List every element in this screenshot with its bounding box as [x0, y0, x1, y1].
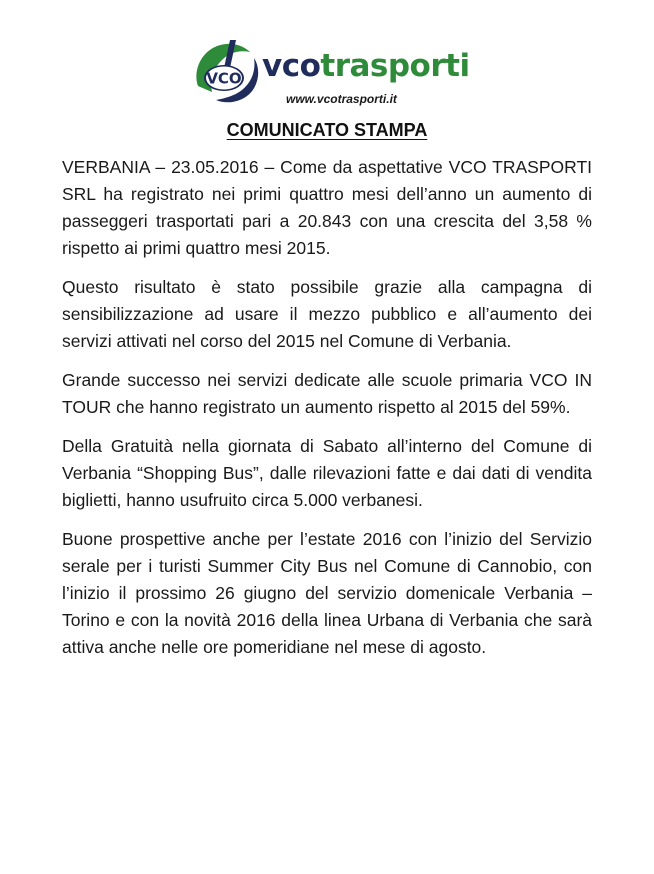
brand-name: [262, 46, 470, 86]
company-logo: [190, 38, 480, 118]
document-title: COMUNICATO STAMPA: [226, 120, 428, 140]
brand-part-vco: vco: [262, 48, 321, 84]
logo-badge-text: VCO: [206, 69, 242, 88]
vco-logo-icon: [190, 38, 264, 108]
paragraph: VERBANIA – 23.05.2016 – Come da aspettative VCO TRASPORTI SRL ha registrato nei primi quattro mesi dell’anno un aumento di passeggeri trasportati pari a 20.843 con una crescita del 3,58 % rispetto ai primi quattro mesi 2015.: [62, 157, 592, 258]
brand-part-trasporti: trasporti: [320, 48, 470, 84]
paragraph: Buone prospettive anche per l’estate 2016 con l’inizio del Servizio serale per i turisti Summer City Bus nel Comune di Cannobio, con l’inizio il prossimo 26 giugno del servizio domenicale Verbania – Torino e con la novità 2016 della linea Urbana di Verbania che sarà attiva anche nelle ore pomeridiane nel mese di agosto.: [62, 529, 592, 657]
paragraph: Questo risultato è stato possibile grazie alla campagna di sensibilizzazione ad usare il mezzo pubblico e all’aumento dei servizi attivati nel corso del 2015 nel Comune di Verbania.: [62, 277, 592, 351]
document-heading: [0, 120, 654, 141]
document-body: [62, 154, 592, 673]
paragraph: Della Gratuità nella giornata di Sabato all’interno del Comune di Verbania “Shopping Bus”, dalle rilevazioni fatte e dai dati di vendita biglietti, hanno usufruito circa 5.000 verbanesi.: [62, 436, 592, 510]
website-link[interactable]: www.vcotrasporti.it: [286, 92, 397, 106]
paragraph: Grande successo nei servizi dedicate alle scuole primaria VCO IN TOUR che hanno registrato un aumento rispetto al 2015 del 59%.: [62, 370, 592, 417]
